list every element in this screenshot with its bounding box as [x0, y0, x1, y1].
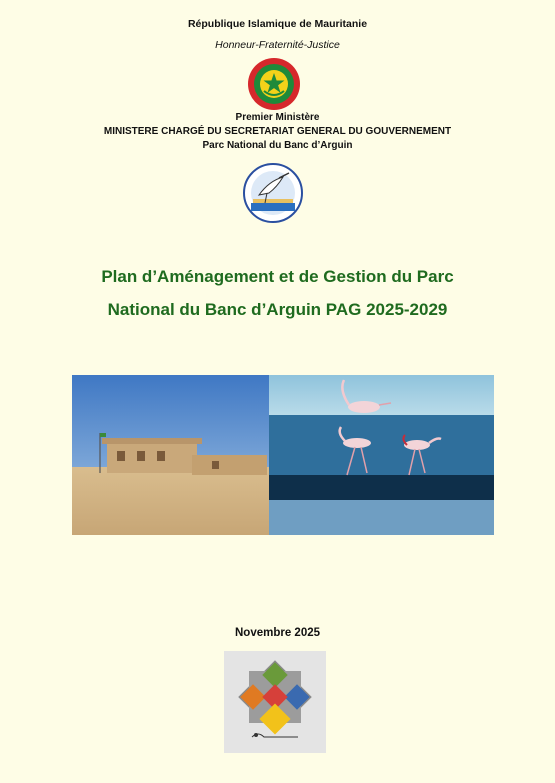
desert-building-photo — [72, 375, 269, 535]
ministry-line-2: MINISTERE CHARGÉ DU SECRETARIAT GENERAL DU GOUVERNEMENT — [103, 126, 452, 137]
national-emblem-icon — [247, 57, 301, 111]
national-motto: Honneur-Fraternité-Justice — [215, 39, 340, 51]
ministry-line-1: Premier Ministère — [235, 112, 320, 123]
partner-logo-icon — [224, 651, 326, 753]
flamingos-photo — [269, 375, 494, 535]
document-title-line-1: Plan d’Aménagement et de Gestion du Parc — [101, 267, 454, 286]
ministry-line-3: Parc National du Banc d’Arguin — [202, 140, 353, 151]
park-logo-icon — [243, 163, 303, 223]
country-name: République Islamique de Mauritanie — [187, 18, 368, 30]
publication-date: Novembre 2025 — [234, 627, 321, 639]
document-title-line-2: National du Banc d’Arguin PAG 2025-2029 — [107, 300, 448, 319]
